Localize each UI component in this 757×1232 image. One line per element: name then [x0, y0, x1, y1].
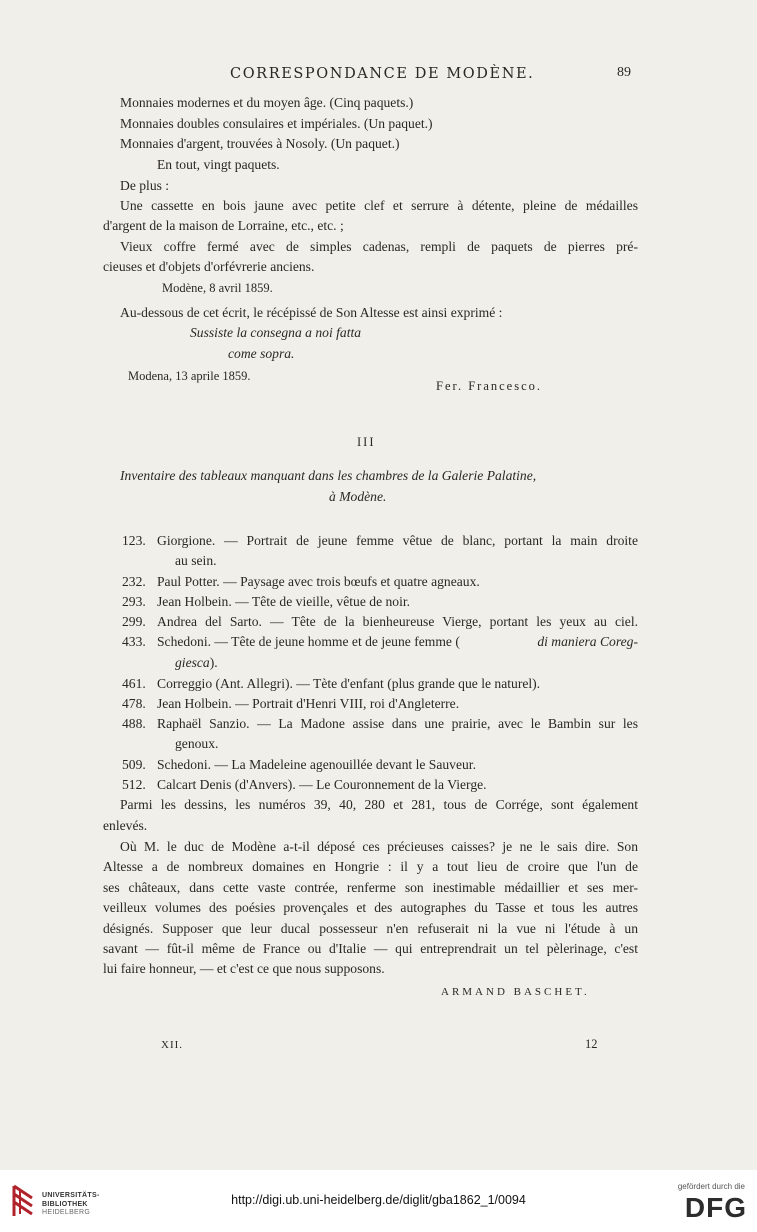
date-modene: Modène, 8 avril 1859.	[162, 281, 273, 295]
signature-mark: 12	[585, 1037, 598, 1051]
para2-line2: cieuses et d'objets d'orfévrerie anciens.	[103, 259, 315, 274]
dfg-logo: DFG	[684, 1192, 747, 1223]
para5-line: lui faire honneur, — et c'est ce que nous supposons.	[103, 961, 385, 976]
coin-line-3: Monnaies d'argent, trouvées à Nosoly. (Un paquet.)	[120, 136, 400, 151]
para5-line: désignés. Supposer que leur ducal possesseur n'en refuserait ni la vue ni l'étude à un	[103, 921, 638, 936]
para1-line2: d'argent de la maison de Lorraine, etc., etc. ;	[103, 218, 344, 233]
inventory-text: Correggio (Ant. Allegri). — Tète d'enfant (plus grande que le naturel).	[157, 676, 541, 691]
inventory-text: Schedoni. — La Madeleine agenouillée devant le Sauveur.	[157, 757, 476, 772]
inventory-number: 509.	[122, 757, 146, 772]
funded-by-label: gefördert durch die	[677, 1182, 745, 1191]
coin-line-2: Monnaies doubles consulaires et impériales. (Un paquet.)	[120, 116, 433, 131]
para5-line: savant — fût-il même de France ou d'Italie — qui entreprendrait un tel pèlerinage, c'est	[103, 941, 638, 956]
university-name: UNIVERSITÄTS- BIBLIOTHEK HEIDELBERG	[42, 1192, 100, 1216]
para5-line: ses châteaux, dans cette vaste contrée, renferme son inestimable médaillier et ses mer-	[103, 880, 638, 895]
signature-baschet: ARMAND BASCHET.	[441, 986, 590, 998]
inventory-number: 293.	[122, 594, 146, 609]
inventory-text-row	[157, 635, 638, 649]
inventory-number: 512.	[122, 777, 146, 792]
inventory-text: Giorgione. — Portrait de jeune femme vêtue de blanc, portant la main droite	[157, 533, 638, 548]
para5-line: veilleux volumes des poésies provençales et des autographes du Tasse et tous les autres	[103, 900, 638, 915]
inventory-text-italic: di maniera Coreg-	[537, 634, 638, 649]
date-modena: Modena, 13 aprile 1859.	[128, 369, 251, 383]
inventory-text: Schedoni. — Tête de jeune homme et de jeune femme (	[157, 634, 460, 649]
para5-line: Où M. le duc de Modène a-t-il déposé ces précieuses caisses? je ne le sais dire. Son	[120, 839, 638, 854]
inventory-number: 433.	[122, 634, 146, 649]
signature-francesco: Fer. Francesco.	[436, 379, 543, 393]
viewer-footer	[0, 1170, 757, 1232]
section-number: III	[357, 435, 376, 449]
inventory-number: 488.	[122, 716, 146, 731]
para1-line1: Une cassette en bois jaune avec petite clef et serrure à détente, pleine de médailles	[120, 198, 638, 213]
italian-line-1: Sussiste la consegna a noi fatta	[190, 325, 362, 340]
inventory-continuation: au sein.	[175, 553, 217, 568]
inventory-text: Jean Holbein. — Portrait d'Henri VIII, roi d'Angleterre.	[157, 696, 460, 711]
italian-line-2: come sopra.	[228, 346, 295, 361]
para4-line1: Parmi les dessins, les numéros 39, 40, 280 et 281, tous de Corrége, sont également	[120, 797, 638, 812]
running-head: CORRESPONDANCE DE MODÈNE.	[230, 66, 535, 82]
de-plus: De plus :	[120, 178, 170, 193]
section-title-line2: à Modène.	[329, 489, 387, 504]
inventory-number: 478.	[122, 696, 146, 711]
inventory-continuation: genoux.	[175, 736, 219, 751]
para4-line2: enlevés.	[103, 818, 148, 833]
inventory-number: 299.	[122, 614, 146, 629]
para2-line1: Vieux coffre fermé avec de simples cadenas, rempli de paquets de pierres pré-	[120, 239, 638, 254]
para3: Au-dessous de cet écrit, le récépissé de Son Altesse est ainsi exprimé :	[120, 305, 503, 320]
para5-line: Altesse a de nombreux domaines en Hongrie : il y a tout lieu de croire que l'un de	[103, 859, 638, 874]
inventory-text: Raphaël Sanzio. — La Madone assise dans une prairie, avec le Bambin sur les	[157, 716, 638, 731]
total-line: En tout, vingt paquets.	[157, 157, 280, 172]
volume-mark: XII.	[161, 1039, 184, 1051]
inventory-text: Paul Potter. — Paysage avec trois bœufs et quatre agneaux.	[157, 574, 480, 589]
inventory-text: Andrea del Sarto. — Tête de la bienheureuse Vierge, portant les yeux au ciel.	[157, 614, 638, 629]
section-title-line1: Inventaire des tableaux manquant dans les chambres de la Galerie Palatine,	[120, 468, 537, 483]
inventory-text: Calcart Denis (d'Anvers). — Le Couronnement de la Vierge.	[157, 777, 487, 792]
permalink-url[interactable]: http://digi.ub.uni-heidelberg.de/diglit/gba1862_1/0094	[231, 1193, 526, 1207]
inventory-number: 232.	[122, 574, 146, 589]
inventory-text: Jean Holbein. — Tête de vieille, vêtue de noir.	[157, 594, 411, 609]
coin-line-1: Monnaies modernes et du moyen âge. (Cinq paquets.)	[120, 95, 414, 110]
inventory-number: 123.	[122, 533, 146, 548]
inventory-number: 461.	[122, 676, 146, 691]
page-number: 89	[617, 65, 631, 80]
inventory-continuation: giesca).	[175, 655, 218, 670]
